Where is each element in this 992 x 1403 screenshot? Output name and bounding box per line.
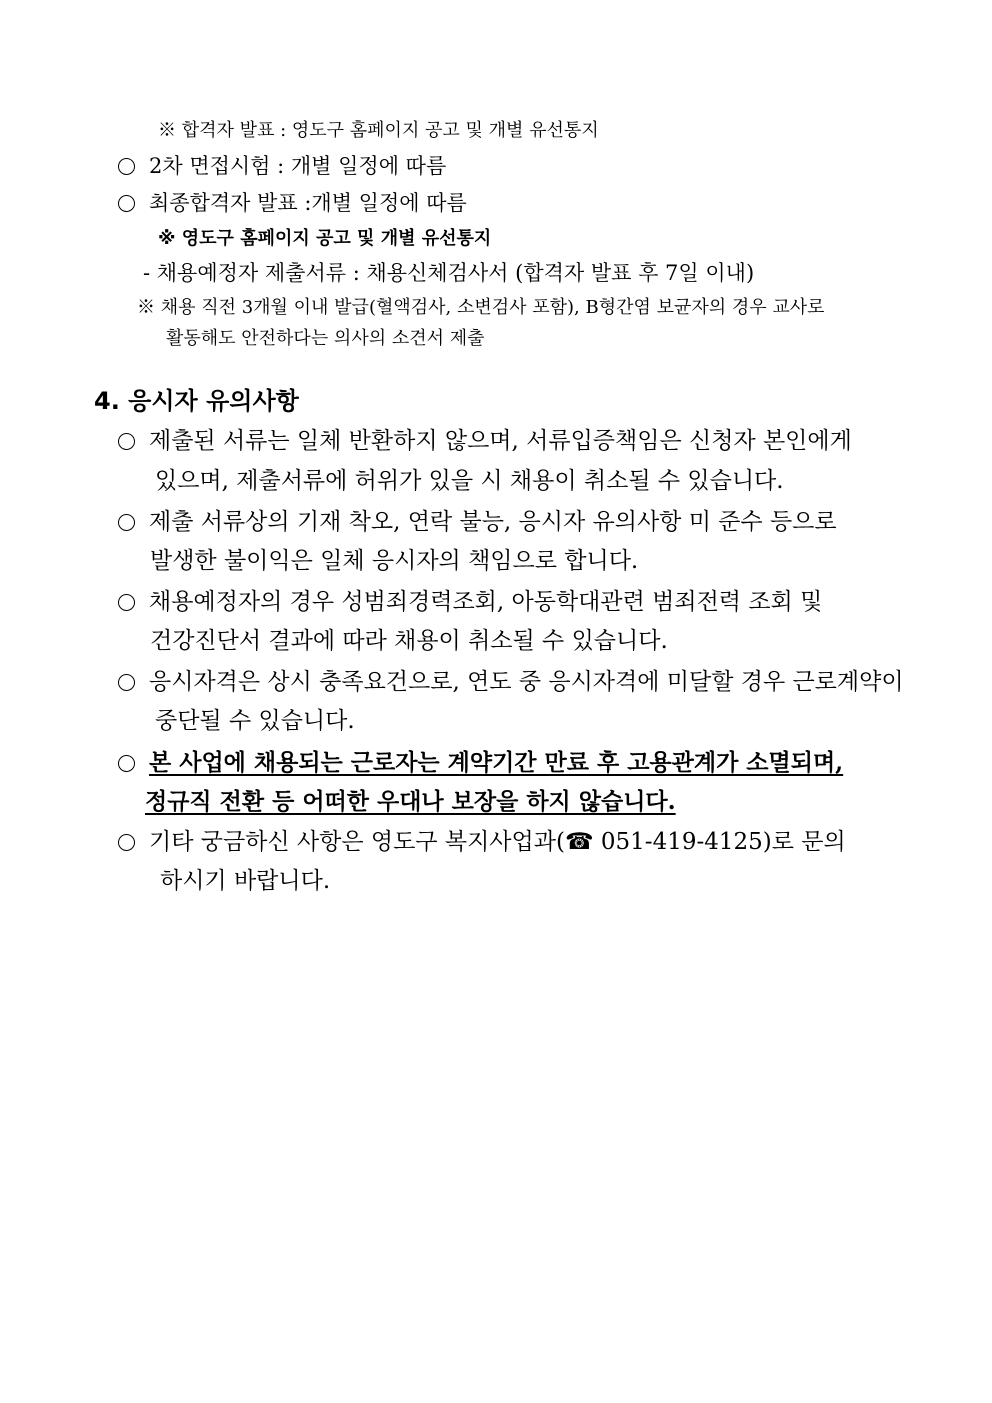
circle-bullet-icon bbox=[118, 594, 135, 611]
interview-item bbox=[118, 156, 446, 177]
notice-item-5-line2-wrap bbox=[145, 790, 676, 813]
notice-item-2-line2: 발생한 불이익은 일체 응시자의 책임으로 합니다. bbox=[150, 548, 639, 574]
section-heading: 4. 응시자 유의사항 bbox=[94, 387, 299, 415]
interview-text: 2차 면접시험 : 개별 일정에 따름 bbox=[149, 154, 447, 178]
notice-item-6-line2: 하시기 바랍니다. bbox=[160, 868, 331, 894]
health-check-note-line2: 활동해도 안전하다는 의사의 소견서 제출 bbox=[166, 328, 485, 349]
circle-bullet-icon bbox=[118, 674, 135, 691]
notice-item-1-line2: 있으며, 제출서류에 허위가 있을 시 채용이 취소될 수 있습니다. bbox=[155, 468, 784, 494]
final-announce-text: 최종합격자 발표 :개별 일정에 따름 bbox=[149, 191, 467, 215]
notice-item-4-line2: 중단될 수 있습니다. bbox=[155, 708, 355, 734]
circle-bullet-icon bbox=[118, 834, 135, 851]
notice-item-5-line1: 본 사업에 채용되는 근로자는 계약기간 만료 후 고용관계가 소멸되며, bbox=[149, 749, 844, 776]
circle-bullet-icon bbox=[118, 195, 135, 212]
phone-icon: ☎ bbox=[564, 829, 594, 855]
circle-bullet-icon bbox=[118, 158, 135, 175]
notice-item-3-line1: 채용예정자의 경우 성범죄경력조회, 아동학대관련 범죄전력 조회 및 bbox=[149, 589, 823, 615]
notice-item-2-line1: 제출 서류상의 기재 착오, 연락 불능, 응시자 유의사항 미 준수 등으로 bbox=[149, 509, 837, 535]
health-check-note-line1: ※ 채용 직전 3개월 이내 발급(혈액검사, 소변검사 포함), B형간염 보균자의 경우 교사로 bbox=[137, 297, 825, 318]
circle-bullet-icon bbox=[118, 514, 135, 531]
announcement-note: ※ 합격자 발표 : 영도구 홈페이지 공고 및 개별 유선통지 bbox=[158, 120, 599, 141]
notice-item-6 bbox=[118, 831, 846, 854]
notice-item-2 bbox=[118, 511, 837, 534]
notice-item-1-line1: 제출된 서류는 일체 반환하지 않으며, 서류입증책임은 신청자 본인에게 bbox=[149, 428, 852, 454]
notice-item-6-prefix: 기타 궁금하신 사항은 영도구 복지사업과( bbox=[149, 829, 565, 855]
final-announce-item bbox=[118, 193, 467, 214]
notice-item-3-line2: 건강진단서 결과에 따라 채용이 취소될 수 있습니다. bbox=[150, 628, 668, 654]
notification-note-bold: ※ 영도구 홈페이지 공고 및 개별 유선통지 bbox=[158, 228, 492, 249]
submission-docs-line: - 채용예정자 제출서류 : 채용신체검사서 (합격자 발표 후 7일 이내) bbox=[143, 261, 755, 285]
notice-item-5 bbox=[118, 751, 843, 774]
circle-bullet-icon bbox=[118, 433, 135, 450]
phone-number: 051-419-4125 bbox=[593, 829, 763, 855]
notice-item-6-suffix: )로 문의 bbox=[762, 829, 846, 855]
notice-item-5-line2: 정규직 전환 등 어떠한 우대나 보장을 하지 않습니다. bbox=[145, 788, 676, 815]
circle-bullet-icon bbox=[118, 755, 135, 772]
notice-item-4 bbox=[118, 671, 904, 694]
notice-item-3 bbox=[118, 591, 822, 614]
notice-item-1 bbox=[118, 430, 852, 453]
notice-item-4-line1: 응시자격은 상시 충족요건으로, 연도 중 응시자격에 미달할 경우 근로계약이 bbox=[149, 669, 904, 695]
